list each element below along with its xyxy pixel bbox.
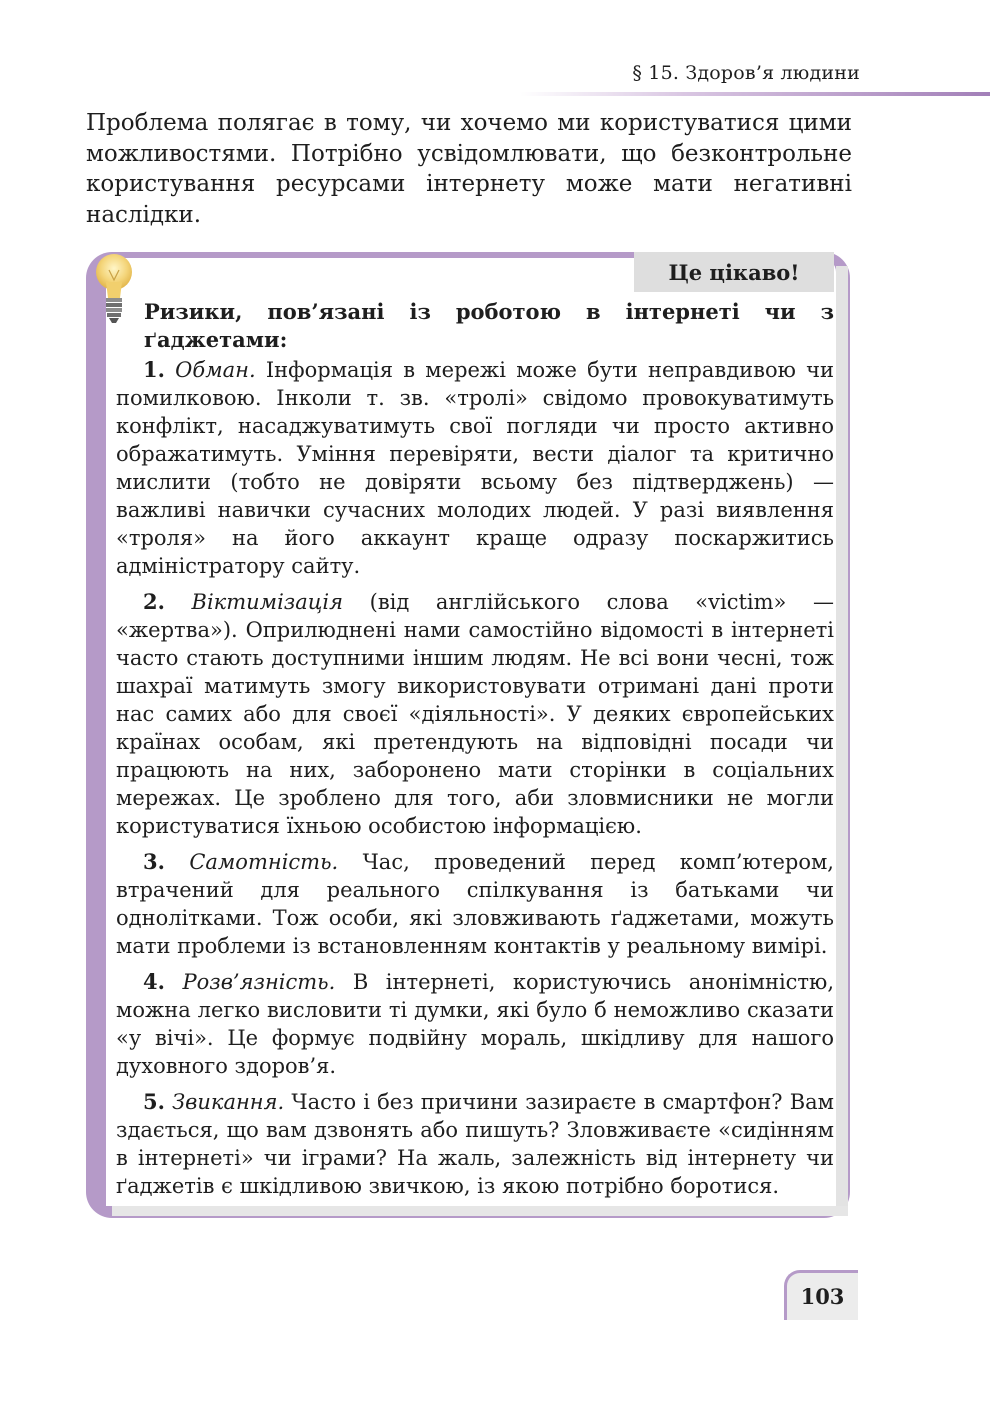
risk-text: В інтернеті, користуючись анонімністю, можна легко висловити ті думки, які було б неможливо сказати «у вічі». Це формує подвійну мораль, шкідливу для нашого духовного здоров’я. — [116, 970, 834, 1078]
callout-content — [116, 298, 834, 1208]
risk-term: Обман. — [175, 358, 256, 382]
risk-number: 1. — [143, 357, 165, 382]
page-number: 103 — [784, 1270, 858, 1320]
section-header: § 15. Здоров’я людини — [632, 62, 860, 84]
risk-number: 5. — [143, 1089, 165, 1114]
risk-number: 3. — [143, 849, 165, 874]
risk-item — [116, 1088, 834, 1200]
header-rule — [520, 92, 990, 96]
risk-text: Час, проведений перед комп’ютером, втрачений для реального спілкування із батьками чи однолітками. Тож особи, які зловживають ґаджетами, можуть мати проблеми із встановленням контактів у реальному вимірі. — [116, 850, 834, 958]
interesting-tag: Це цікаво! — [634, 252, 834, 292]
risk-item — [116, 848, 834, 960]
risk-text: (від англійського слова «victim» — «жертва»). Оприлюднені нами самостійно відомості в інтернеті часто стають доступними іншим людям. Не всі вони чесні, тож шахраї матимуть змогу використовувати отримані дані проти нас самих або для своєї «діяльності». У деяких європейських країнах особам, які претендують на відповідні посади чи працюють на них, заборонено мати сторінки в соціальних мережах. Це зроблено для того, аби зловмисники не могли користуватися їхньою особистою інформацією. — [116, 590, 834, 838]
risk-item — [116, 356, 834, 580]
risk-term: Звикання. — [172, 1090, 285, 1114]
intro-paragraph: Проблема полягає в тому, чи хочемо ми користуватися цими можливостями. Потрібно усвідомлювати, що безконтрольне користування ресурсами інтернету може мати негативні наслідки. — [86, 110, 852, 228]
risk-item — [116, 588, 834, 840]
risk-text: Часто і без причини зазираєте в смартфон? Вам здається, що вам дзвонять або пишуть? Зловживаєте «сидінням в інтернеті» чи іграми? На жаль, залежність від інтернету чи ґаджетів є шкідливою звичкою, із якою потрібно боротися. — [116, 1090, 834, 1198]
risk-item — [116, 968, 834, 1080]
risk-text: Інформація в мережі може бути неправдивою чи помилковою. Інколи т. зв. «тролі» свідомо провокуватимуть конфлікт, насаджуватимуть свої погляди чи просто активно ображатимуть. Уміння перевіряти, вести діалог та критично мислити (тобто не довіряти всьому без підтверджень) — важливі навички сучасних молодих людей. У разі виявлення «троля» на його аккаунт краще одразу поскаржитись адміністратору сайту. — [116, 358, 834, 578]
risk-term: Віктимізація — [191, 590, 344, 614]
risk-number: 2. — [143, 589, 165, 614]
risk-number: 4. — [143, 969, 165, 994]
callout-shadow-right — [836, 266, 848, 1206]
callout-heading: Ризики, пов’язані із роботою в інтернеті чи з ґаджетами: — [144, 299, 834, 352]
risk-term: Розв’язність. — [182, 970, 336, 994]
risk-term: Самотність. — [189, 850, 339, 874]
